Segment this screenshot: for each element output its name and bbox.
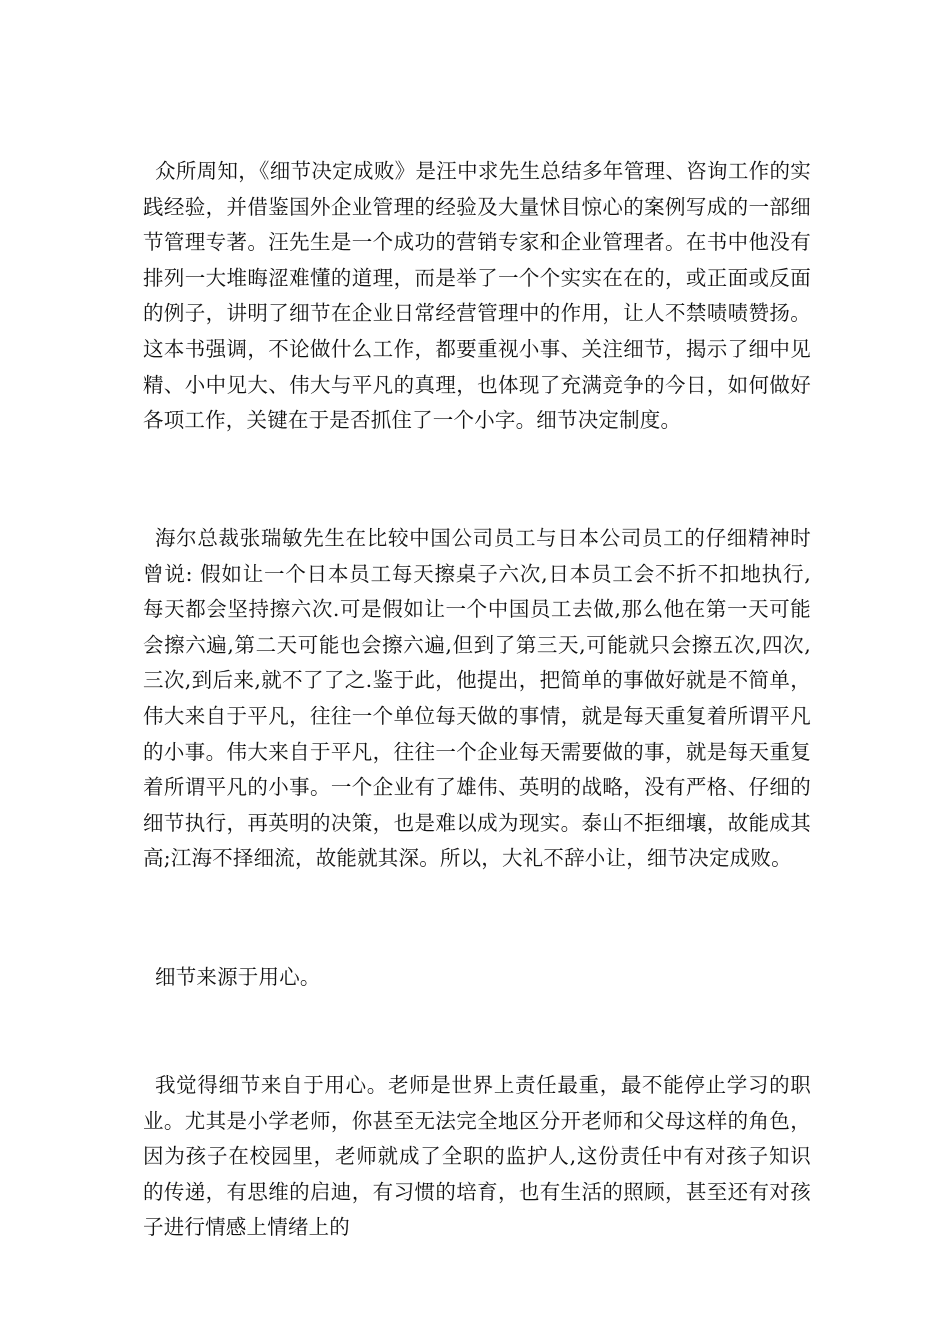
paragraph-intro-book: 众所周知，《细节决定成败》是汪中求先生总结多年管理、咨询工作的实践经验，并借鉴国外企业管理的经验及大量怵目惊心的案例写成的一部细节管理专著。汪先生是一个成功的营销专家和企业管理者。在书中他没有排列一大堆晦涩难懂的道理，而是举了一个个实实在在的，或正面或反面的例子，讲明了细节在企业日常经营管理中的作用，让人不禁啧啧赞扬。这本书强调，不论做什么工作，都要重视小事、关注细节，揭示了细中见精、小中见大、伟大与平凡的真理，也体现了充满竞争的今日，如何做好各项工作，关键在于是否抓住了一个小字。细节决定制度。 (143, 159, 811, 433)
paragraph-haier-example: 海尔总裁张瑞敏先生在比较中国公司员工与日本公司员工的仔细精神时曾说: 假如让一个日本员工每天擦桌子六次,日本员工会不折不扣地执行,每天都会坚持擦六次.可是假如让一个中国员工去做,那么他在第一天可能会擦六遍,第二天可能也会擦六遍,但到了第三天,可能就只会擦五次,四次,三次,到后来,就不了了之.鉴于此，他提出，把简单的事做好就是不简单，伟大来自于平凡，往往一个单位每天做的事情，就是每天重复着所谓平凡的小事。伟大来自于平凡，往往一个企业每天需要做的事，就是每天重复着所谓平凡的小事。一个企业有了雄伟、英明的战略，没有严格、仔细的细节执行，再英明的决策，也是难以成为现实。泰山不拒细壤，故能成其高;江海不择细流，故能就其深。所以，大礼不辞小让，细节决定成败。 (143, 526, 811, 871)
paragraph-section-heading: 细节来源于用心。 (155, 965, 321, 989)
paragraph-teacher-reflection: 我觉得细节来自于用心。老师是世界上责任最重，最不能停止学习的职业。尤其是小学老师，你甚至无法完全地区分开老师和父母这样的角色，因为孩子在校园里，老师就成了全职的监护人,这份责任中有对孩子知识的传递，有思维的启迪，有习惯的培育，也有生活的照顾，甚至还有对孩子进行情感上情绪上的 (143, 1073, 811, 1240)
